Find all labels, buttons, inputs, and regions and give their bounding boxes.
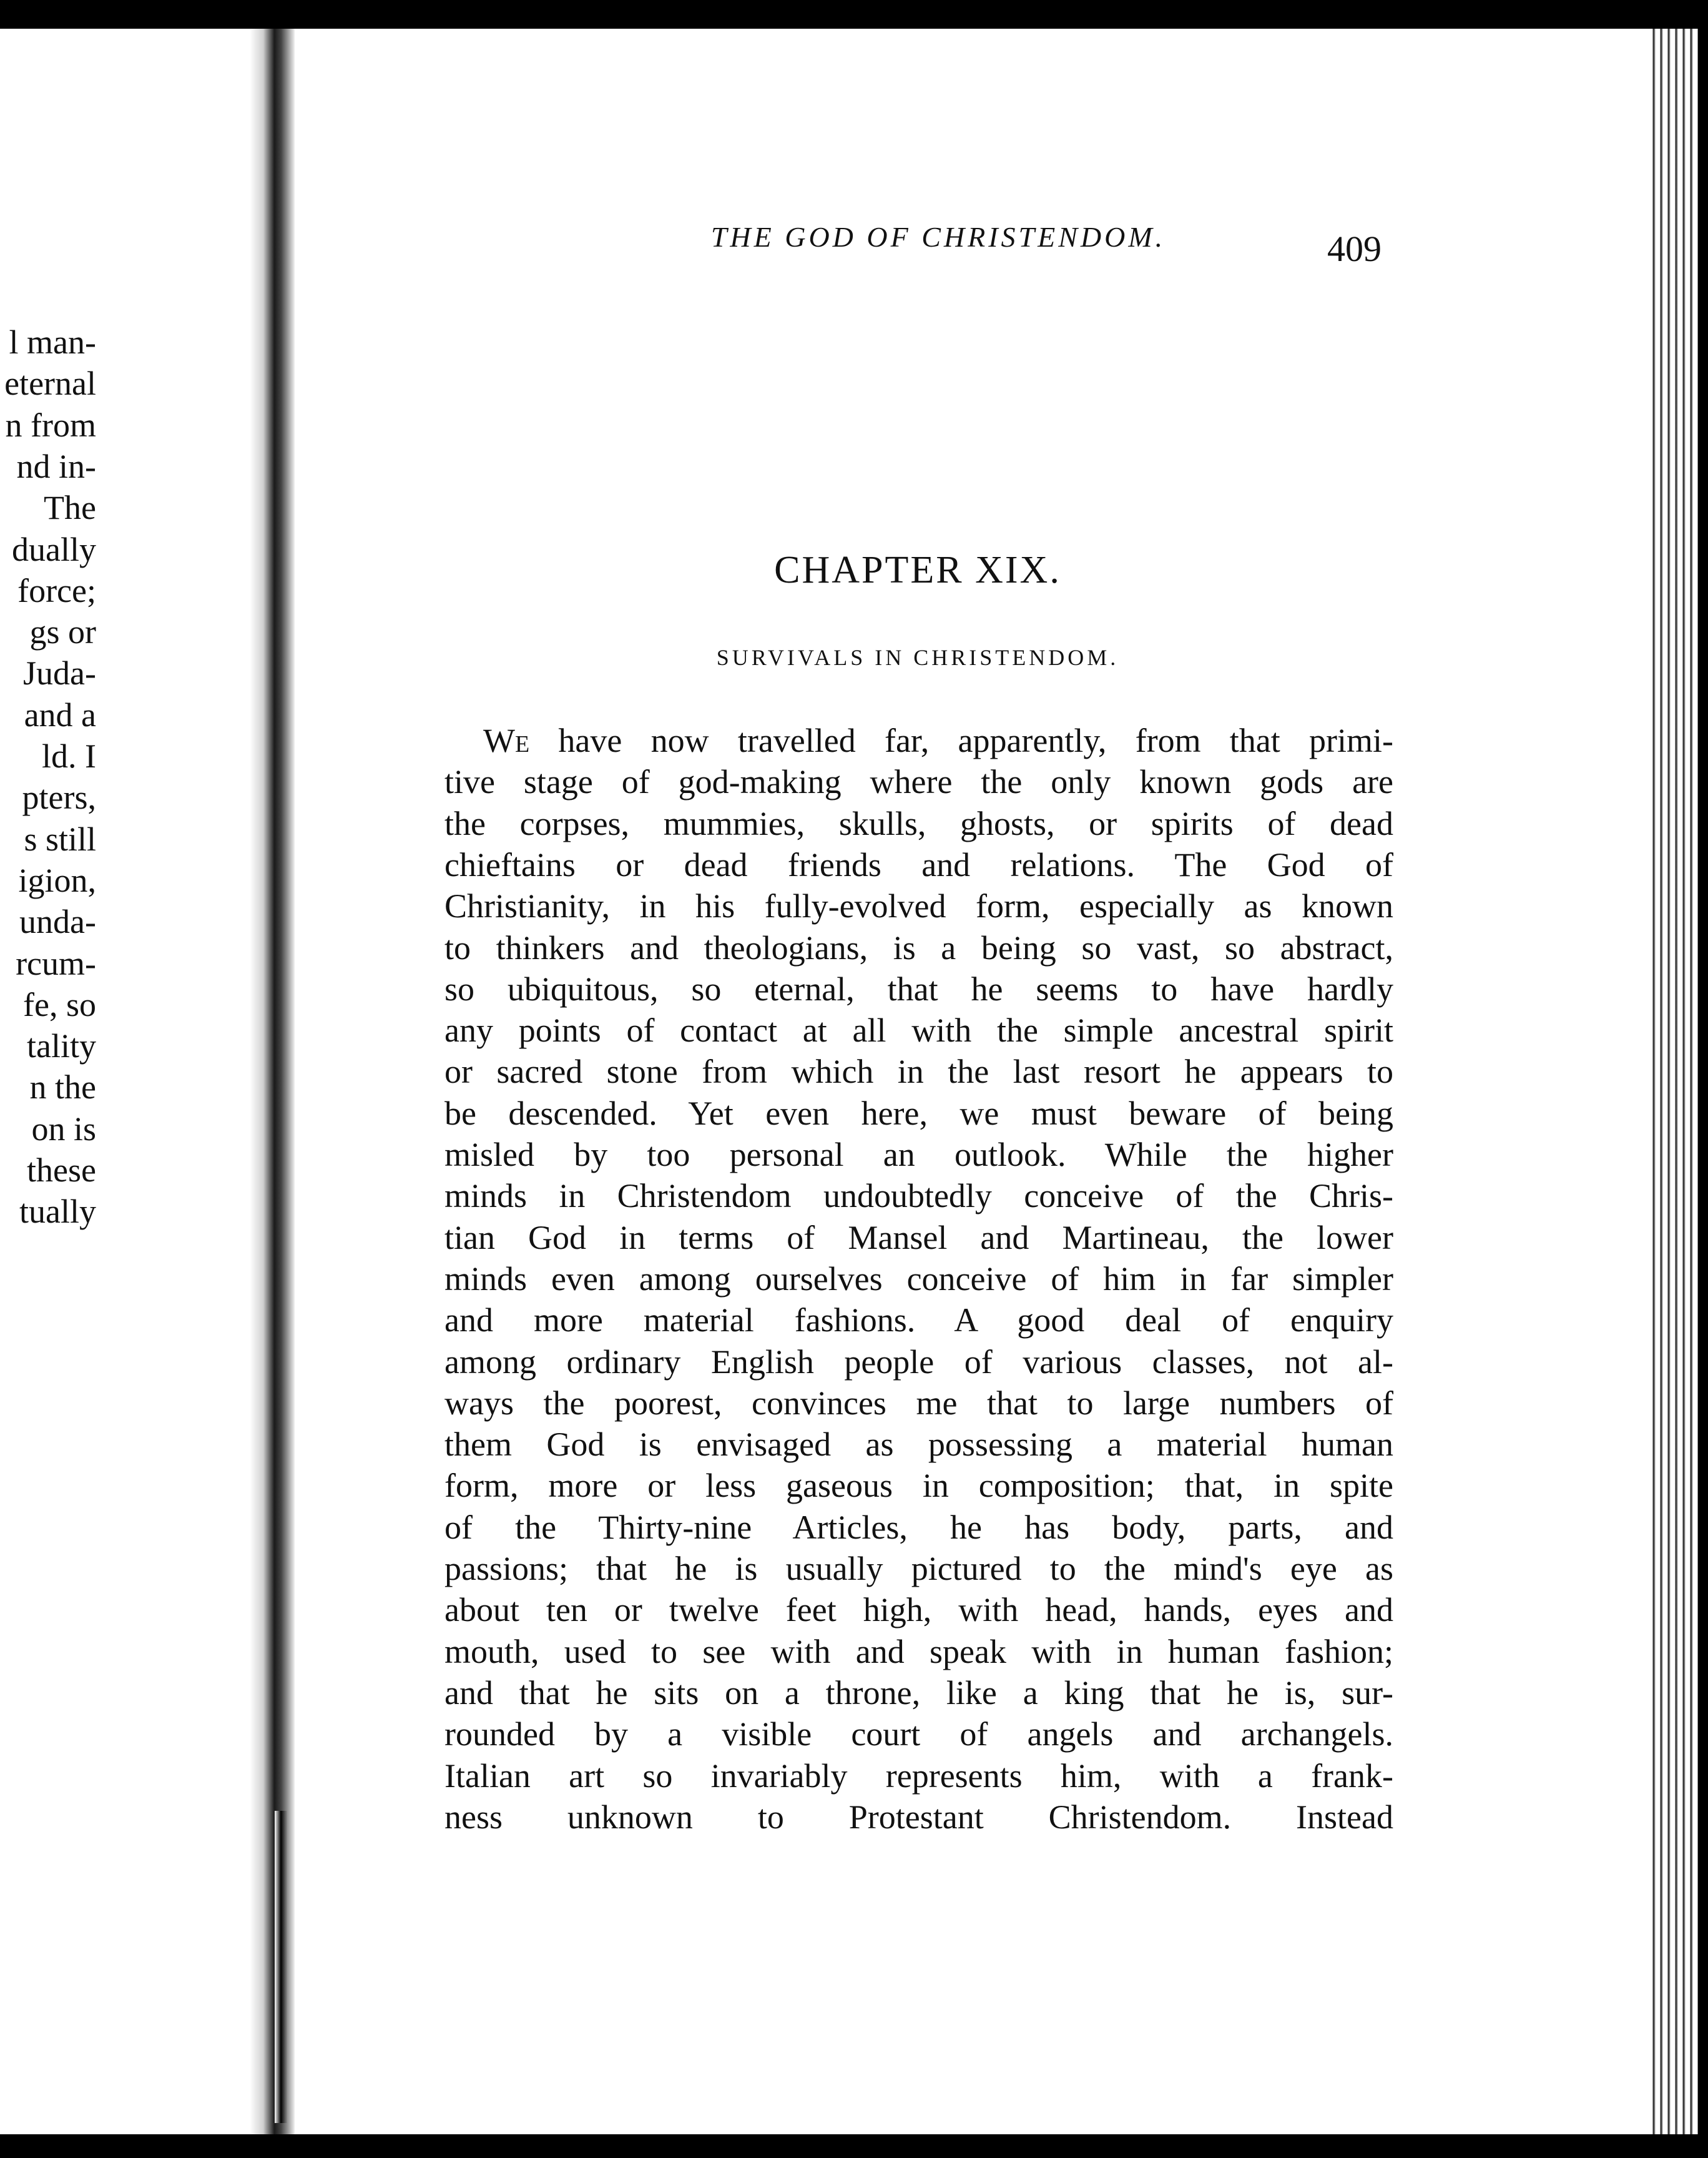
body-line: about ten or twelve feet high, with head, hands, eyes and [444,1591,1393,1629]
page-number: 409 [1327,229,1382,269]
facing-page-line: s still [24,820,96,858]
body-line: to thinkers and theologians, is a being so vast, so abstract, [444,929,1393,967]
facing-page-line: these [27,1151,96,1189]
scan-top-border [0,0,1708,29]
facing-page-line: eternal [4,365,96,403]
body-line: Christianity, in his fully-evolved form, especially as known [444,887,1393,925]
facing-page [0,29,280,2134]
body-line: any points of contact at all with the simple ancestral spirit [444,1012,1393,1050]
facing-page-line: l man- [9,323,96,361]
facing-page-line: on is [31,1110,96,1148]
running-head: THE GOD OF CHRISTENDOM. [710,221,1166,253]
facing-page-line: n from [5,406,96,444]
body-line: minds even among ourselves conceive of him in far simpler [444,1259,1393,1298]
body-line [444,720,1393,761]
body-line: the corpses, mummies, skulls, ghosts, or spirits of dead [444,804,1393,842]
facing-page-line: ld. I [42,737,96,775]
facing-page-line: rcum- [16,944,96,982]
facing-page-line: gs or [29,613,96,651]
body-line: form, more or less gaseous in composition; that, in spite [444,1467,1393,1505]
body-line: so ubiquitous, so eternal, that he seems to have hardly [444,970,1393,1008]
facing-page-line: fe, so [23,985,96,1023]
body-line: mouth, used to see with and speak with in human fashion; [444,1632,1393,1670]
facing-page-line: and a [24,696,96,734]
facing-page-line: igion, [18,861,96,899]
body-line: ways the poorest, convinces me that to large numbers of [444,1384,1393,1422]
drop-word: We [483,722,530,759]
chapter-title: CHAPTER XIX. [774,549,1061,591]
body-line: chieftains or dead friends and relations. The God of [444,845,1393,884]
chapter-subtitle: SURVIVALS IN CHRISTENDOM. [716,645,1119,670]
body-line: tian God in terms of Mansel and Martineau, the lower [444,1218,1393,1256]
facing-page-line: tality [27,1027,96,1065]
gutter-shadow [275,1811,287,2123]
book-gutter [250,29,295,2134]
body-line: them God is envisaged as possessing a material human [444,1426,1393,1464]
body-line: tive stage of god-making where the only known gods are [444,763,1393,801]
body-line: among ordinary English people of various classes, not al- [444,1343,1393,1381]
body-line: Italian art so invariably represents him, with a frank- [444,1756,1393,1795]
scan-right-border [1698,29,1708,2134]
body-line: and more material fashions. A good deal of enquiry [444,1301,1393,1339]
body-line: of the Thirty-nine Articles, he has body, parts, and [444,1508,1393,1546]
facing-page-line: dually [12,530,96,568]
facing-page-line: n the [29,1068,96,1106]
body-line: ness unknown to Protestant Christendom. Instead [444,1798,1393,1836]
facing-page-line: tually [19,1193,96,1231]
first-line-text: have now travelled far, apparently, from that primi- [529,722,1393,759]
facing-page-line: The [44,489,96,527]
body-line: be descended. Yet even here, we must beware of being [444,1094,1393,1132]
body-line: and that he sits on a throne, like a king that he is, sur- [444,1673,1393,1712]
body-line: passions; that he is usually pictured to the mind's eye as [444,1550,1393,1587]
body-line: rounded by a visible court of angels and archangels. [444,1715,1393,1753]
body-line: minds in Christendom undoubtedly conceive of the Chris- [444,1177,1393,1215]
facing-page-line: nd in- [16,447,96,485]
body-line: or sacred stone from which in the last resort he appears to [444,1053,1393,1091]
facing-page-line: unda- [19,903,96,941]
facing-page-line: Juda- [23,654,96,692]
scan-bottom-border [0,2134,1708,2158]
facing-page-line: pters, [22,779,96,817]
body-line: misled by too personal an outlook. While the higher [444,1136,1393,1173]
facing-page-line: force; [17,571,96,609]
